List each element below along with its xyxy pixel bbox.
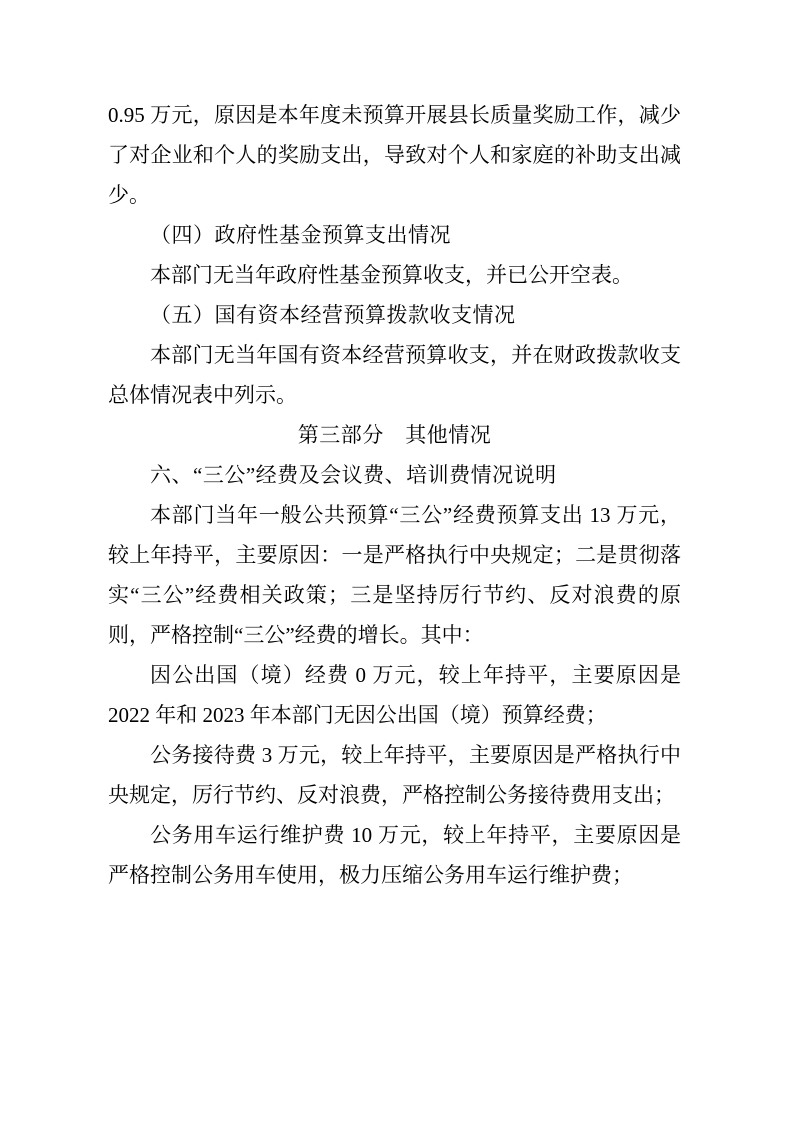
paragraph-official-reception-expense: 公务接待费 3 万元，较上年持平，主要原因是严格执行中央规定，厉行节约、反对浪费，严格控制公务接待费用支出； <box>108 743 681 807</box>
heading-section-6-three-public-expenses: 六、“三公”经费及会议费、培训费情况说明 <box>150 463 557 487</box>
paragraph-continuation-award-reduction: 0.95 万元，原因是本年度未预算开展县长质量奖励工作，减少了对企业和个人的奖励支出，导致对个人和家庭的补助支出减少。 <box>108 103 681 207</box>
paragraph-government-fund-budget: 本部门无当年政府性基金预算收支，并已公开空表。 <box>150 263 633 287</box>
paragraph-official-vehicle-expense: 公务用车运行维护费 10 万元，较上年持平，主要原因是严格控制公务用车使用，极力压缩公务用车运行维护费； <box>108 823 681 887</box>
part-3-title-other-information: 第三部分 其他情况 <box>297 423 492 447</box>
heading-section-4-government-fund-budget: （四）政府性基金预算支出情况 <box>150 223 451 247</box>
paragraph-overseas-travel-expense: 因公出国（境）经费 0 万元，较上年持平，主要原因是 2022 年和 2023 年本部门无因公出国（境）预算经费； <box>108 663 681 727</box>
heading-section-5-state-capital-budget: （五）国有资本经营预算拨款收支情况 <box>150 303 516 327</box>
paragraph-three-public-expenses-overview: 本部门当年一般公共预算“三公”经费预算支出 13 万元，较上年持平，主要原因：一是严格执行中央规定；二是贯彻落实“三公”经费相关政策；三是坚持厉行节约、反对浪费的原则，严格控制“三公”经费的增长。其中： <box>108 503 681 647</box>
paragraph-state-capital-budget: 本部门无当年国有资本经营预算收支，并在财政拨款收支总体情况表中列示。 <box>108 343 681 407</box>
